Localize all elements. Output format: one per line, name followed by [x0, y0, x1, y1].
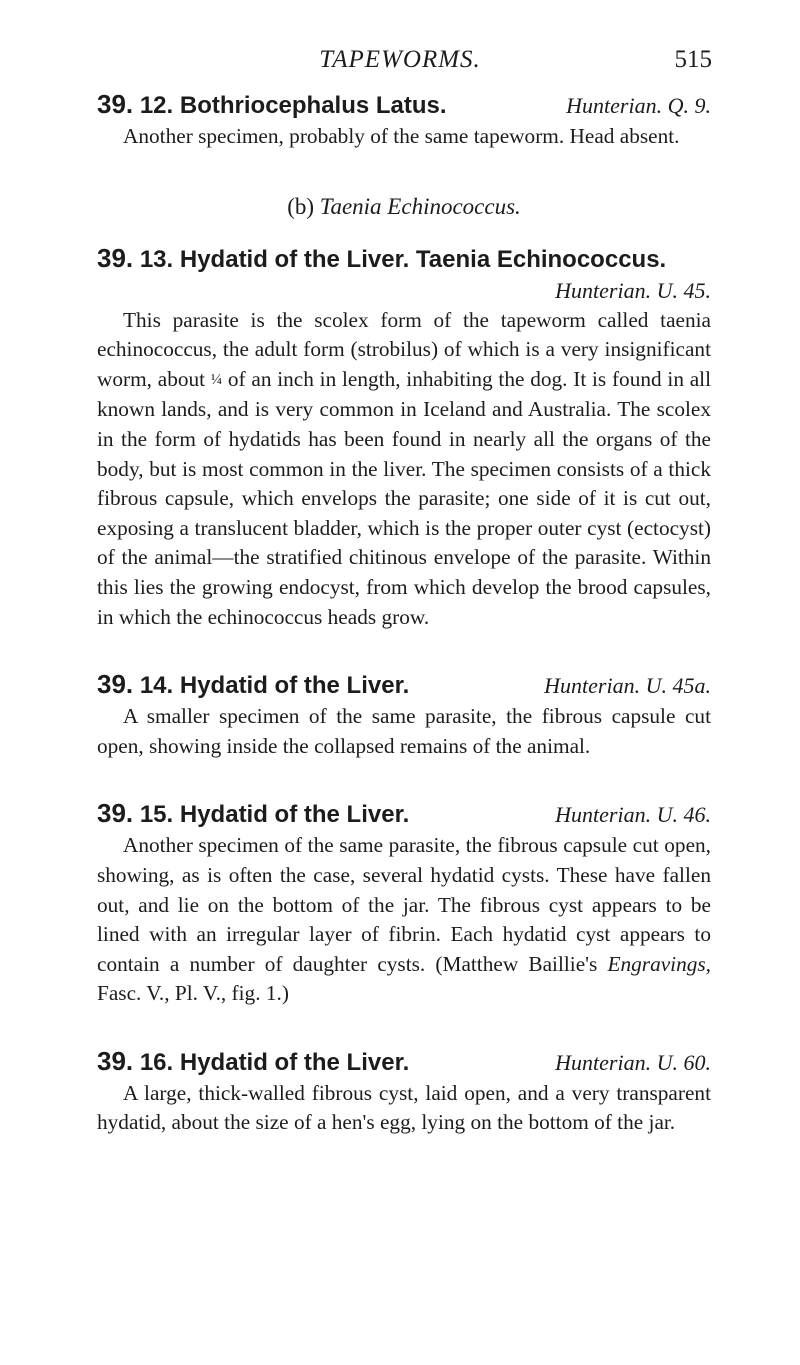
entry-heading: [97, 797, 711, 831]
running-title: TAPEWORMS.: [319, 46, 481, 73]
entry-number: 39.: [97, 89, 134, 119]
entry-heading: [97, 88, 711, 122]
page-number: 515: [674, 46, 712, 73]
entry-39-12: [97, 88, 711, 152]
entry-number: 39.: [97, 669, 134, 700]
entry-title: Hydatid of the Liver.: [179, 672, 410, 700]
entry-39-14: [97, 668, 711, 761]
entry-number: 39.: [97, 798, 134, 829]
entry-subnumber: 15.: [139, 801, 174, 829]
entry-label: [97, 242, 666, 276]
entry-subnumber: 14.: [139, 672, 174, 700]
entry-title: Bothriocephalus Latus.: [179, 92, 447, 119]
entry-reference: Hunterian. U. 60.: [555, 1049, 711, 1075]
entry-39-15: [97, 797, 711, 1009]
entry-reference: Hunterian. U. 45.: [555, 277, 711, 303]
citation-title: Engravings,: [607, 951, 712, 976]
entry-heading: [97, 1045, 711, 1079]
entry-description: [97, 306, 711, 633]
entry-title: Hydatid of the Liver. Taenia Echinococcus.: [179, 245, 667, 273]
entry-description: A smaller specimen of the same parasite, the fibrous capsule cut open, showing inside the collapsed remains of the animal.: [97, 704, 711, 758]
entry-heading: [97, 242, 711, 276]
entry-label: [97, 797, 409, 831]
fraction: ¼: [210, 371, 223, 388]
description-part-2: Fasc. V., Pl. V., fig. 1.): [97, 981, 289, 1006]
entry-number: 39.: [97, 1045, 134, 1076]
entry-description: A large, thick-walled fibrous cyst, laid open, and a very transparent hydatid, about the size of a hen's egg, lying on the bottom of the jar.: [97, 1080, 711, 1135]
entry-39-13: [97, 242, 711, 633]
entry-description: [97, 831, 711, 1009]
description-part-1: Another specimen of the same parasite, the fibrous capsule cut open, showing, as is often the case, several hydatid cysts. These have fallen out, and lie on the bottom of the jar. The fibrous cyst appears to be lined with an irregular layer of fibrin. Each hydatid cyst appears to contain a number of daughter cysts. (Matthew Baillie's: [97, 833, 711, 976]
running-head: [0, 44, 800, 74]
entry-subnumber: 12.: [139, 92, 174, 119]
entry-title: Hydatid of the Liver.: [179, 801, 410, 829]
entry-reference: Hunterian. U. 45a.: [544, 673, 711, 699]
entry-label: [97, 1045, 409, 1079]
entry-reference: Hunterian. U. 46.: [555, 802, 711, 828]
page-content: [97, 88, 711, 1174]
description-part-1: This parasite is the scolex form of the tapeworm called taenia echinococcus, the adult form (strobilus) of which is a very insignificant worm, about: [97, 307, 711, 391]
entry-label: [97, 88, 447, 122]
description-part-2: of an inch in length, inhabiting the dog. It is found in all known lands, and is very common in Iceland and Australia. The scolex in the form of hydatids has been found in nearly all the organs of the body, but is most common in the liver. The specimen consists of a thick fibrous capsule, which envelops the parasite; one side of it is cut out, exposing a translucent bladder, which is the proper outer cyst (ectocyst) of the animal—the stratified chitinous envelope of the parasite. Within this lies the growing endocyst, from which develop the brood capsules, in which the echinococcus heads grow.: [97, 366, 712, 629]
entry-label: [97, 668, 409, 702]
entry-reference: Hunterian. Q. 9.: [566, 93, 711, 118]
entry-39-16: [97, 1045, 711, 1138]
entry-number: 39.: [97, 242, 134, 273]
section-marker: (b): [287, 193, 315, 219]
section-heading: [97, 194, 711, 220]
entry-subnumber: 16.: [139, 1048, 174, 1076]
entry-title: Hydatid of the Liver.: [179, 1048, 410, 1076]
entry-description: Another specimen, probably of the same tapeworm. Head absent.: [123, 124, 680, 148]
entry-subnumber: 13.: [139, 245, 174, 273]
section-title: Taenia Echinococcus.: [319, 193, 521, 219]
entry-heading: [97, 668, 711, 702]
